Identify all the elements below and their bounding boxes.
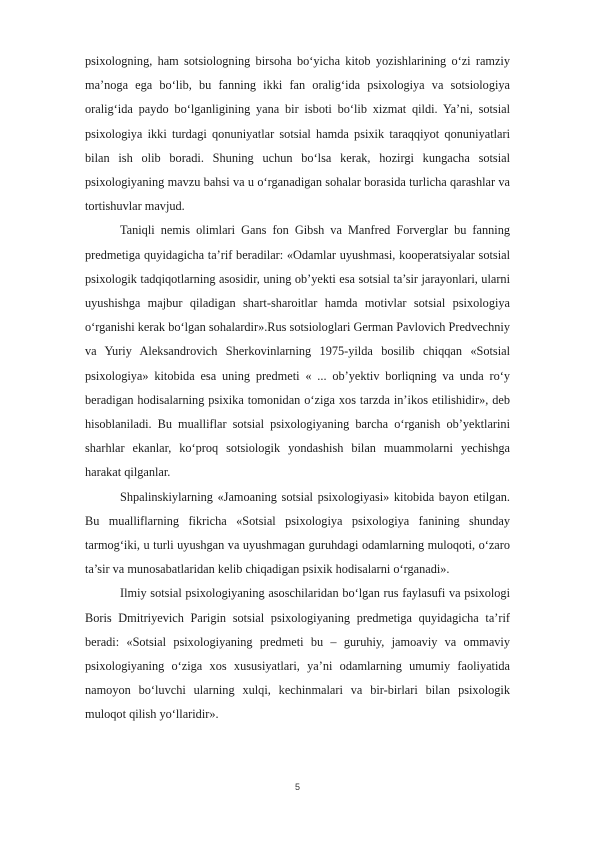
page-body-text xyxy=(85,49,510,727)
paragraph-gibsh-forverg-definition: Taniqli nemis olimlari Gans fon Gibsh va Manfred Forverglar bu fanning predmetiga quyidagicha ta’rif beradilar: «Odamlar uyushmasi, kooperatsiyalar sotsial psixologik tadqiqotlarning asosidir, uning ob’yekti esa sotsial ta’sir jarayonlari, ularni uyushishga majbur qiladigan shart-sharoitlar hamda motivlar sotsial psixologiya o‘rganishi kerak bo‘lgan sohalardir».Rus sotsiologlari German Pavlovich Predvechniy va Yuriy Aleksandrovich Sherkovinlarning 1975-yilda bosilib chiqqan «Sotsial psixologiya» kitobida esa uning predmeti « ... ob’yektiv borliqning va unda ro‘y beradigan hodisalarning psixika tomonidan o‘ziga xos tarzda in’ikos etilishidir», deb hisoblaniladi. Bu mualliflar sotsial psixologiyaning barcha o‘rganish ob’yektlarini sharhlar ekanlar, ko‘proq sotsiologik yondashish bilan muammolarni yechishga harakat qilganlar. xyxy=(85,223,510,480)
paragraph-continuation: psixologning, ham sotsiologning birsoha bo‘yicha kitob yozishlarining o‘zi ramziy ma’noga ega bo‘lib, bu fanning ikki fan oralig‘ida psixologiya va sotsiologiya oralig‘ida paydo bo‘lganligining yana bir isboti bo‘lib xizmat qildi. Ya’ni, sotsial psixologiya ikki turdagi qonuniyatlar sotsial hamda psixik taraqqiyot qonuniyatlari bilan ish olib boradi. Shuning uchun bo‘lsa kerak, hozirgi kungacha sotsial psixologiyaning mavzu bahsi va u o‘rganadigan sohalar borasida turlicha qarashlar va tortishuvlar mavjud. xyxy=(85,54,510,214)
paragraph-parigin-definition: Ilmiy sotsial psixologiyaning asoschilaridan bo‘lgan rus faylasufi va psixologi Boris Dmitriyevich Parigin sotsial psixologiyaning predmetiga quyidagicha ta’rif beradi: «Sotsial psixologiyaning predmeti bu – guruhiy, jamoaviy va ommaviy psixologiyaning o‘ziga xos xususiyatlari, ya’ni odamlarning umumiy faoliyatida namoyon bo‘luvchi ularning xulqi, kechinmalari va bir-birlari bilan psixologik muloqot qilish yo‘llaridir». xyxy=(85,586,510,722)
page-number: 5 xyxy=(294,782,300,792)
paragraph-shpalinskiy-definition: Shpalinskiylarning «Jamoaning sotsial psixologiyasi» kitobida bayon etilgan. Bu mualliflarning fikricha «Sotsial psixologiya psixologiya fanining shunday tarmog‘iki, u turli uyushgan va uyushmagan guruhdagi odamlarning muloqoti, o‘zaro ta’sir va munosabatlaridan kelib chiqadigan psixik hodisalarni o‘rganadi». xyxy=(85,489,510,577)
